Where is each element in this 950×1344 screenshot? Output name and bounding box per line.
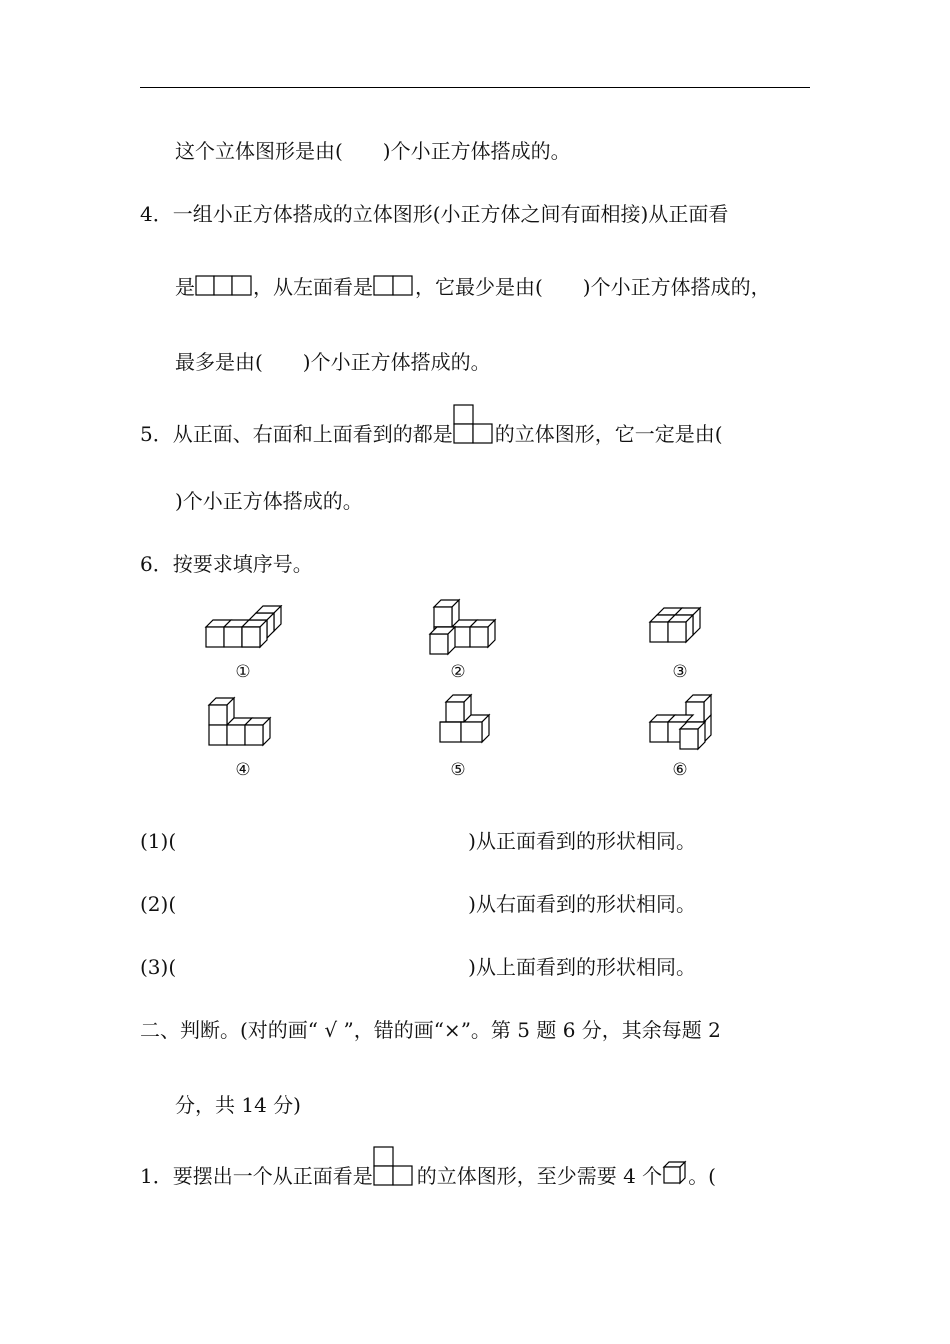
q6-number: 6． [140, 552, 173, 576]
j1-text-a: 要摆出一个从正面看是 [172, 1164, 373, 1188]
q4-text-2b: ，从左面看是 [253, 275, 373, 299]
q6-item-1-label: (1)( [140, 829, 177, 853]
j1-number: 1． [140, 1164, 173, 1188]
figure-label-1: ① [235, 662, 251, 682]
three-square-front-view-icon [195, 275, 253, 297]
cube-figure-2 [424, 598, 512, 658]
cube-figure-1 [200, 605, 286, 655]
l-shape-view-icon [453, 404, 495, 446]
j1-line [140, 1160, 716, 1190]
cube-figure-5 [436, 693, 502, 753]
q6-item-1-suffix: )从正面看到的形状相同。 [468, 829, 696, 853]
q6-item-3-label: (3)( [140, 955, 177, 979]
q6-line1 [140, 550, 313, 578]
figure-label-3: ③ [672, 662, 688, 682]
q6-title: 按要求填序号。 [172, 552, 313, 576]
two-square-left-view-icon [373, 275, 415, 297]
j1-text-c: 。( [688, 1164, 716, 1188]
q4-text-2a: 是 [175, 275, 195, 299]
q6-item-3-suffix: )从上面看到的形状相同。 [468, 955, 696, 979]
section2-heading-line2: 分，共 14 分) [175, 1093, 301, 1117]
q4-line1 [140, 200, 728, 228]
q5-number: 5． [140, 422, 173, 446]
q5-line2: )个小正方体搭成的。 [175, 489, 363, 513]
q5-text-1a: 从正面、右面和上面看到的都是 [172, 422, 453, 446]
q6-item-3 [140, 953, 696, 981]
q6-item-1 [140, 827, 696, 855]
q6-item-2-suffix: )从右面看到的形状相同。 [468, 892, 696, 916]
q4-text-1: 一组小正方体搭成的立体图形(小正方体之间有面相接)从正面看 [172, 202, 729, 226]
cube-figure-4 [204, 696, 284, 754]
top-line: 这个立体图形是由( )个小正方体搭成的。 [175, 139, 571, 163]
q4-line2 [175, 273, 771, 301]
q6-item-2-label: (2)( [140, 892, 177, 916]
cube-figure-6 [644, 693, 722, 753]
cube-figure-3 [645, 605, 717, 655]
q5-line1 [140, 420, 723, 448]
figure-label-2: ② [450, 662, 466, 682]
section2-heading-line1: 二、判断。(对的画“ √ ”，错的画“×”。第 5 题 6 分，其余每题 2 [140, 1018, 721, 1042]
small-cube-icon [662, 1160, 688, 1186]
q4-text-2c: ，它最少是由( )个小正方体搭成的， [415, 275, 771, 299]
header-rule [140, 87, 810, 88]
q4-line3: 最多是由( )个小正方体搭成的。 [175, 350, 491, 374]
q5-text-1b: 的立体图形，它一定是由( [494, 422, 723, 446]
q4-number: 4． [140, 202, 173, 226]
l-shape-front-view-icon [373, 1146, 417, 1188]
figure-label-4: ④ [235, 760, 251, 780]
q6-item-2 [140, 890, 696, 918]
figure-label-6: ⑥ [672, 760, 688, 780]
figure-label-5: ⑤ [450, 760, 466, 780]
j1-text-b: 的立体图形，至少需要 4 个 [416, 1164, 663, 1188]
